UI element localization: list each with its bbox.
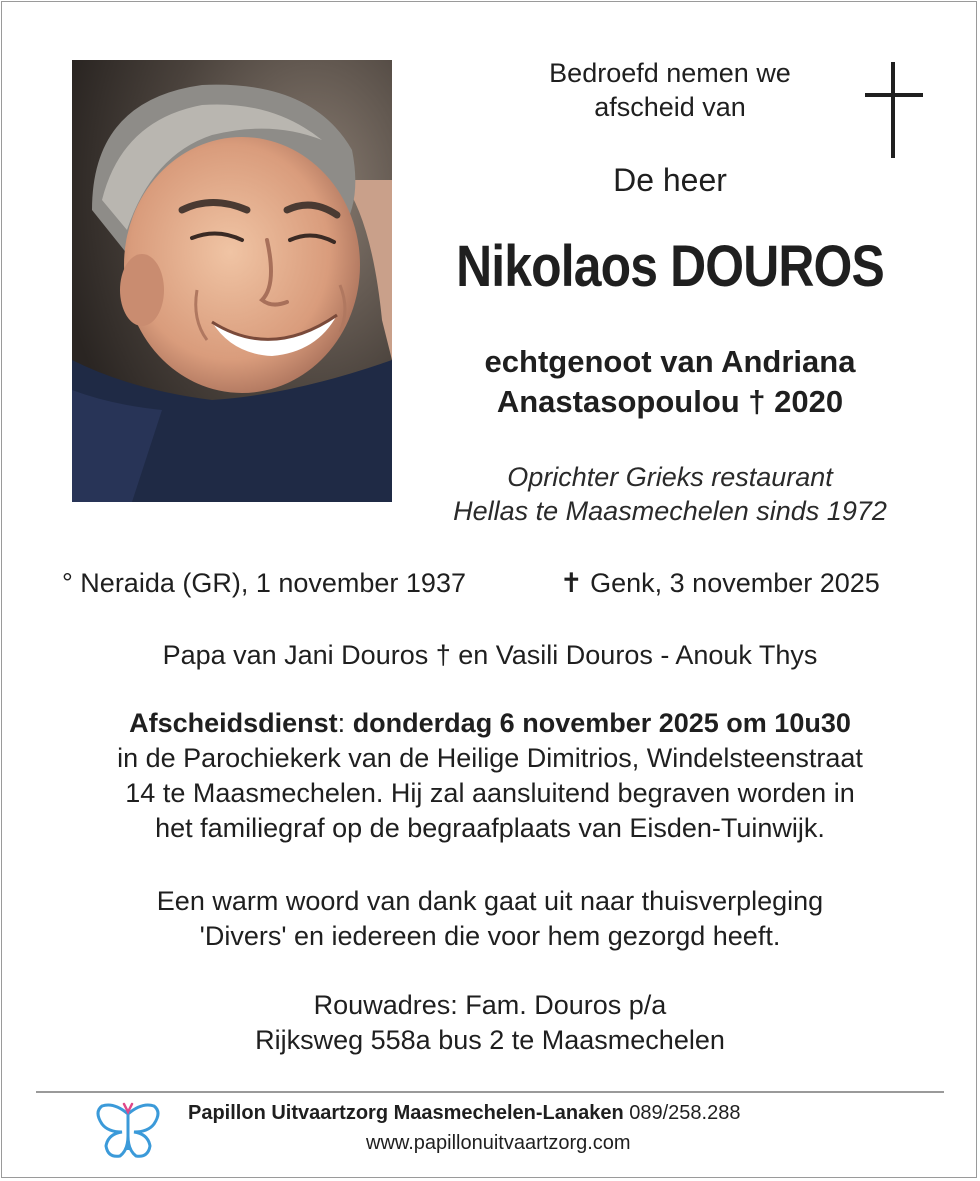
mourning-address: [0, 988, 980, 1058]
children-text: Papa van Jani Douros † en Vasili Douros - Anouk Thys: [162, 640, 818, 670]
service-line-2: in de Parochiekerk van de Heilige Dimitrios, Windelsteenstraat: [117, 743, 863, 773]
thanks-line-2: 'Divers' en iedereen die voor hem gezorgd heeft.: [199, 921, 781, 951]
service-separator: :: [337, 708, 353, 738]
role-line-2: Hellas te Maasmechelen sinds 1972: [453, 496, 887, 526]
address-line-2: Rijksweg 558a bus 2 te Maasmechelen: [255, 1025, 725, 1055]
company-phone: 089/258.288: [629, 1102, 741, 1124]
role-line-1: Oprichter Grieks restaurant: [507, 462, 833, 492]
portrait-photo: [72, 60, 392, 502]
footer-divider: [36, 1091, 944, 1093]
deceased-name: Nikolaos DOUROS: [456, 234, 884, 299]
butterfly-icon: [96, 1100, 160, 1160]
thanks-line-1: Een warm woord van dank gaat uit naar thuisverpleging: [156, 886, 824, 916]
service-datetime: donderdag 6 november 2025 om 10u30: [352, 708, 851, 738]
intro-line-2: afscheid van: [594, 92, 746, 122]
service-line-1: [0, 706, 980, 741]
birth-date: ° Neraida (GR), 1 november 1937: [62, 568, 466, 598]
footer-company-line: [188, 1100, 740, 1126]
spouse-line-2: Anastasopoulou † 2020: [496, 384, 844, 419]
spouse-line-1: echtgenoot van Andriana: [484, 344, 856, 379]
role-info: [420, 460, 920, 528]
thanks-text: [0, 884, 980, 954]
company-name: Papillon Uitvaartzorg Maasmechelen-Lanaken: [188, 1102, 624, 1124]
intro-text: [420, 56, 920, 124]
intro-line-1: Bedroefd nemen we: [549, 58, 791, 88]
spouse-info: [420, 342, 920, 422]
service-label: Afscheidsdienst: [129, 708, 338, 738]
title-prefix: De heer: [613, 162, 727, 198]
service-line-3: 14 te Maasmechelen. Hij zal aansluitend begraven worden in: [125, 778, 855, 808]
service-line-4: het familiegraf op de begraafplaats van Eisden-Tuinwijk.: [155, 813, 825, 843]
service-info: [0, 706, 980, 846]
death-date: ✝ Genk, 3 november 2025: [560, 568, 880, 598]
company-website[interactable]: www.papillonuitvaartzorg.com: [366, 1132, 631, 1154]
address-line-1: Rouwadres: Fam. Douros p/a: [313, 990, 667, 1020]
